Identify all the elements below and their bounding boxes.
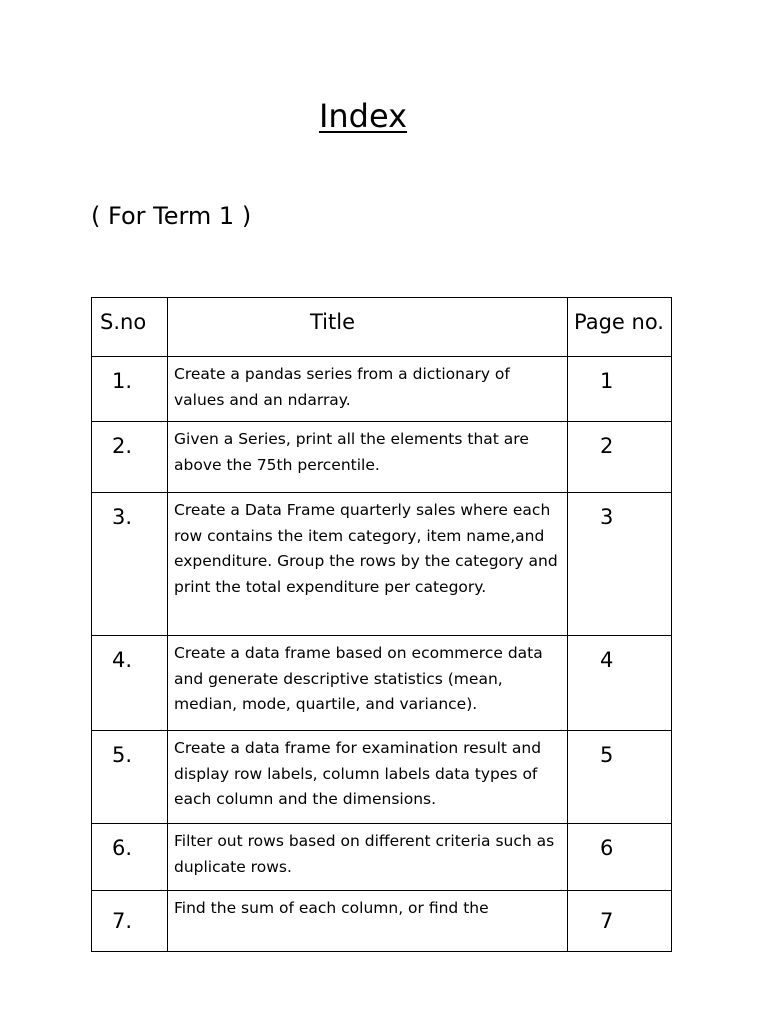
- row-sno: 6.: [92, 824, 168, 891]
- row-page-no: 2: [568, 422, 672, 493]
- table-header-row: [92, 298, 672, 357]
- table-row: [92, 422, 672, 493]
- row-sno: 1.: [92, 357, 168, 422]
- row-page-no: 4: [568, 636, 672, 731]
- table-row: [92, 731, 672, 824]
- header-title: Title: [168, 298, 568, 357]
- table-row: [92, 493, 672, 636]
- row-sno: 7.: [92, 891, 168, 952]
- row-title: Create a pandas series from a dictionary of values and an ndarray.: [168, 357, 568, 422]
- index-table: [91, 297, 672, 952]
- row-page-no: 3: [568, 493, 672, 636]
- row-title: Given a Series, print all the elements that are above the 75th percentile.: [168, 422, 568, 493]
- term-subtitle: ( For Term 1 ): [91, 202, 252, 230]
- row-page-no: 7: [568, 891, 672, 952]
- table-row: [92, 891, 672, 952]
- table-row: [92, 357, 672, 422]
- row-title: Filter out rows based on different criteria such as duplicate rows.: [168, 824, 568, 891]
- row-sno: 4.: [92, 636, 168, 731]
- row-title: Create a Data Frame quarterly sales where each row contains the item category, item name,and expenditure. Group the rows by the category and print the total expenditure per category.: [168, 493, 568, 636]
- row-sno: 5.: [92, 731, 168, 824]
- table-row: [92, 824, 672, 891]
- row-sno: 3.: [92, 493, 168, 636]
- row-page-no: 5: [568, 731, 672, 824]
- table-row: [92, 636, 672, 731]
- header-sno: S.no: [92, 298, 168, 357]
- row-title: Create a data frame based on ecommerce data and generate descriptive statistics (mean, median, mode, quartile, and variance).: [168, 636, 568, 731]
- row-title: Create a data frame for examination result and display row labels, column labels data types of each column and the dimensions.: [168, 731, 568, 824]
- row-page-no: 1: [568, 357, 672, 422]
- header-page-no: Page no.: [568, 298, 672, 357]
- row-sno: 2.: [92, 422, 168, 493]
- row-page-no: 6: [568, 824, 672, 891]
- page-title: Index: [318, 97, 408, 135]
- row-title: Find the sum of each column, or find the: [168, 891, 568, 952]
